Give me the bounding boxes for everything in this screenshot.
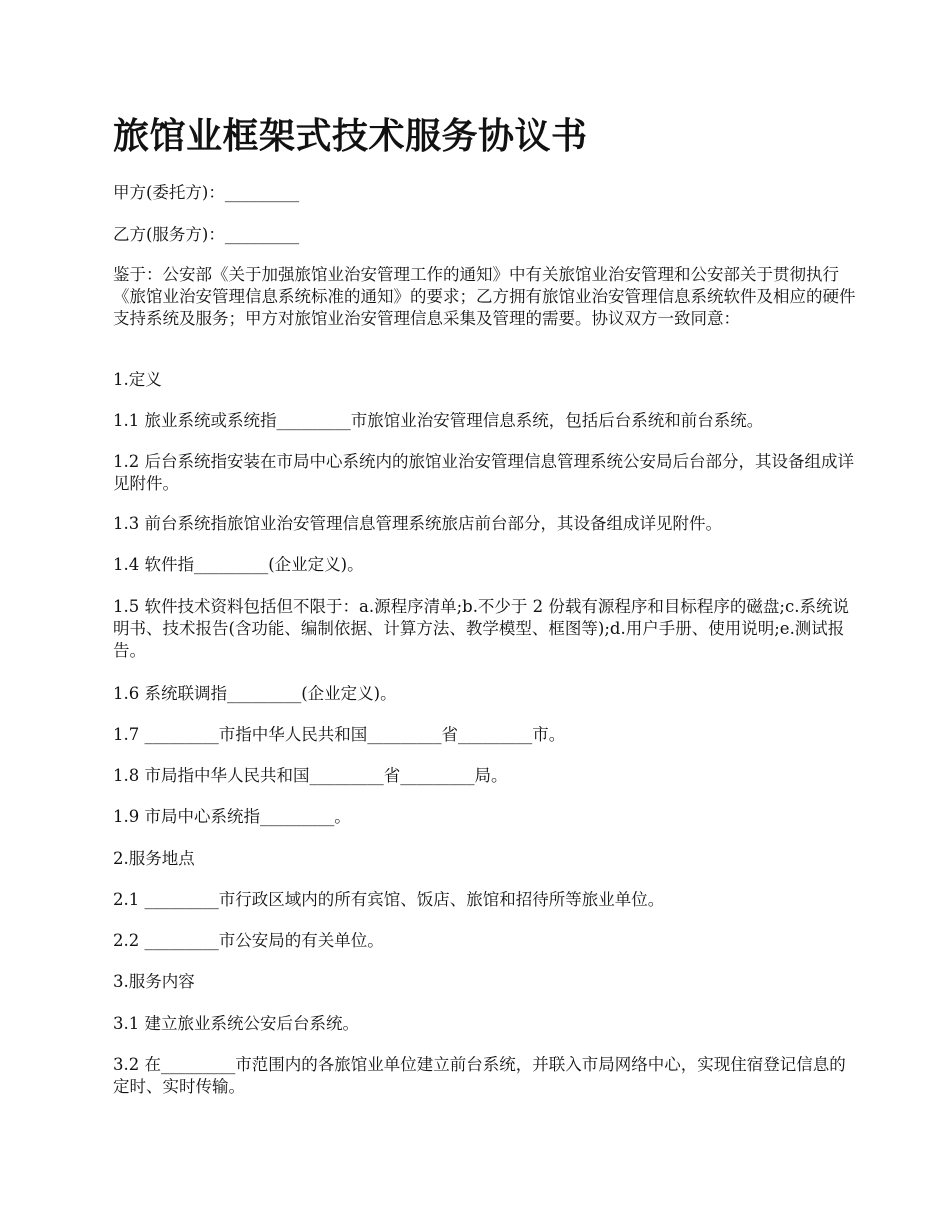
clause-paragraph: 2.1 _________市行政区域内的所有宾馆、饭店、旅馆和招待所等旅业单位。 <box>113 890 665 909</box>
section-heading: 3.服务内容 <box>113 972 195 991</box>
party-b-line: 乙方(服务方)：_________ <box>113 225 300 244</box>
clause-paragraph: 1.9 市局中心系统指_________。 <box>113 807 351 826</box>
clause-paragraph: 1.7 _________市指中华人民共和国_________省_________市。 <box>113 725 566 744</box>
clause-paragraph: 1.2 后台系统指安装在市局中心系统内的旅馆业治安管理信息管理系统公安局后台部分，其设备组成详见附件。 <box>113 452 854 493</box>
clause-paragraph: 1.8 市局指中华人民共和国_________省_________局。 <box>113 766 508 785</box>
preamble-paragraph: 鉴于：公安部《关于加强旅馆业治安管理工作的通知》中有关旅馆业治安管理和公安部关于贯彻执行《旅馆业治安管理信息系统标准的通知》的要求；乙方拥有旅馆业治安管理信息系统软件及相应的硬件支持系统及服务；甲方对旅馆业治安管理信息采集及管理的需要。协议双方一致同意： <box>113 265 856 328</box>
clause-paragraph: 3.1 建立旅业系统公安后台系统。 <box>113 1014 359 1033</box>
section-heading: 1.定义 <box>113 370 162 389</box>
clause-paragraph: 1.6 系统联调指_________(企业定义)。 <box>113 684 397 703</box>
clause-paragraph: 1.1 旅业系统或系统指_________市旅馆业治安管理信息系统，包括后台系统和前台系统。 <box>113 411 764 430</box>
clause-paragraph: 3.2 在_________市范围内的各旅馆业单位建立前台系统，并联入市局网络中心，实现住宿登记信息的定时、实时传输。 <box>113 1055 846 1096</box>
clause-paragraph: 1.4 软件指_________(企业定义)。 <box>113 555 364 574</box>
party-a-line: 甲方(委托方)：_________ <box>113 183 300 202</box>
document-title: 旅馆业框架式技术服务协议书 <box>113 115 588 157</box>
clause-paragraph: 1.5 软件技术资料包括但不限于：a.源程序清单;b.不少于 2 份载有源程序和目标程序的磁盘;c.系统说明书、技术报告(含功能、编制依据、计算方法、教学模型、框图等);d.用户手册、使用说明;e.测试报告。 <box>113 597 849 660</box>
clause-paragraph: 2.2 _________市公安局的有关单位。 <box>113 931 384 950</box>
section-heading: 2.服务地点 <box>113 849 195 868</box>
clause-paragraph: 1.3 前台系统指旅馆业治安管理信息管理系统旅店前台部分，其设备组成详见附件。 <box>113 514 722 533</box>
